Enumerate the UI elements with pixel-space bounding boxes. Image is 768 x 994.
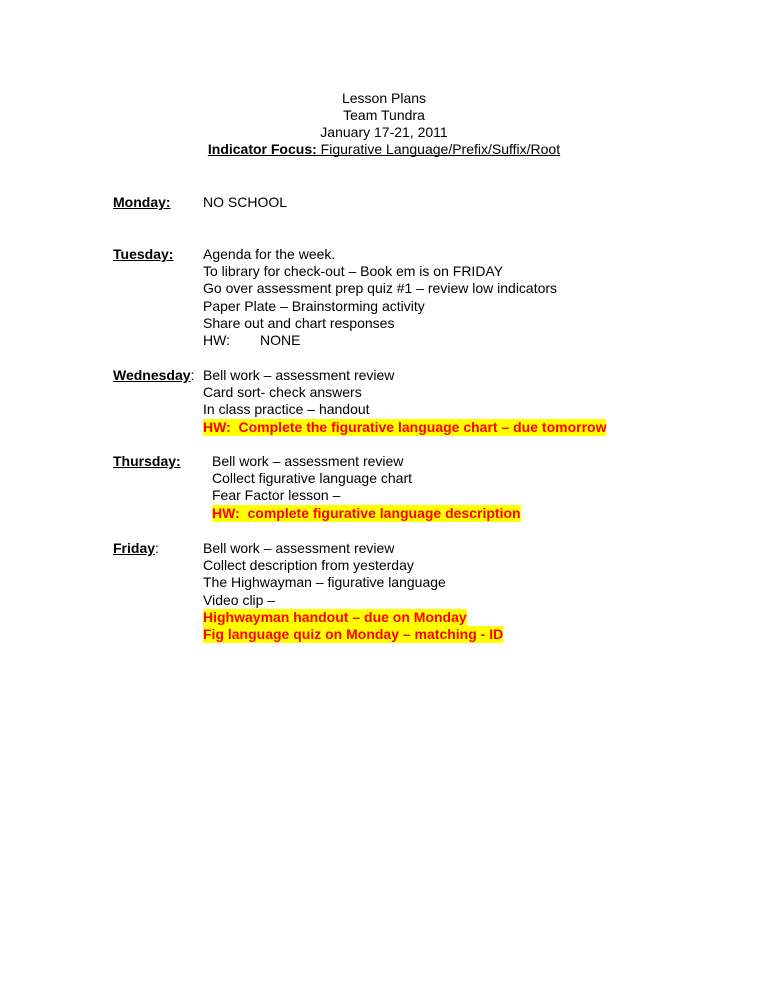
highlighted-assignment: Highwayman handout – due on Monday [203,608,467,625]
highlighted-homework: HW: Complete the figurative language chart – due tomorrow [203,418,607,435]
list-item: Paper Plate – Brainstorming activity [203,297,425,314]
day-items-monday [203,194,743,211]
day-items-friday [203,540,743,643]
list-item: Collect figurative language chart [212,470,413,487]
list-item: Bell work – assessment review [212,453,404,469]
indicator-focus-value: Figurative Language/Prefix/Suffix/Root [316,141,561,157]
document-title: Lesson Plans [341,90,427,106]
homework-line [203,332,743,349]
homework-label: HW: [203,332,230,349]
highlighted-homework: HW: complete figurative language description [212,504,521,521]
list-item: Video clip – [203,591,276,608]
list-item: Collect description from yesterday [203,557,414,574]
day-label-friday: Friday: [113,540,159,556]
list-item: Bell work – assessment review [203,367,395,383]
list-item: Go over assessment prep quiz #1 – review low indicators [203,280,558,297]
day-label-wednesday: Wednesday: [113,367,195,383]
list-item: Share out and chart responses [203,314,395,331]
day-label-monday: Monday: [113,194,171,210]
team-name: Team Tundra [343,107,425,123]
list-item: To library for check-out – Book em is on FRIDAY [203,263,504,280]
list-item: Agenda for the week. [203,246,336,262]
date-range: January 17-21, 2011 [320,124,448,140]
day-label-tuesday: Tuesday: [113,246,174,262]
list-item: NO SCHOOL [203,194,288,210]
list-item: Bell work – assessment review [203,540,395,556]
day-items-tuesday [203,246,743,349]
list-item: In class practice – handout [203,401,370,418]
indicator-focus-label: Indicator Focus: [207,141,317,157]
highlighted-assignment: Fig language quiz on Monday – matching - ID [203,626,504,643]
list-item: Card sort- check answers [203,384,362,401]
list-item: Fear Factor lesson – [212,487,341,504]
list-item: The Highwayman – figurative language [203,574,446,591]
day-label-thursday: Thursday: [113,453,181,469]
homework-value: NONE [259,332,301,349]
day-items-thursday [212,453,752,522]
day-items-wednesday [203,367,743,436]
document-header [0,90,768,158]
indicator-focus [0,141,768,158]
